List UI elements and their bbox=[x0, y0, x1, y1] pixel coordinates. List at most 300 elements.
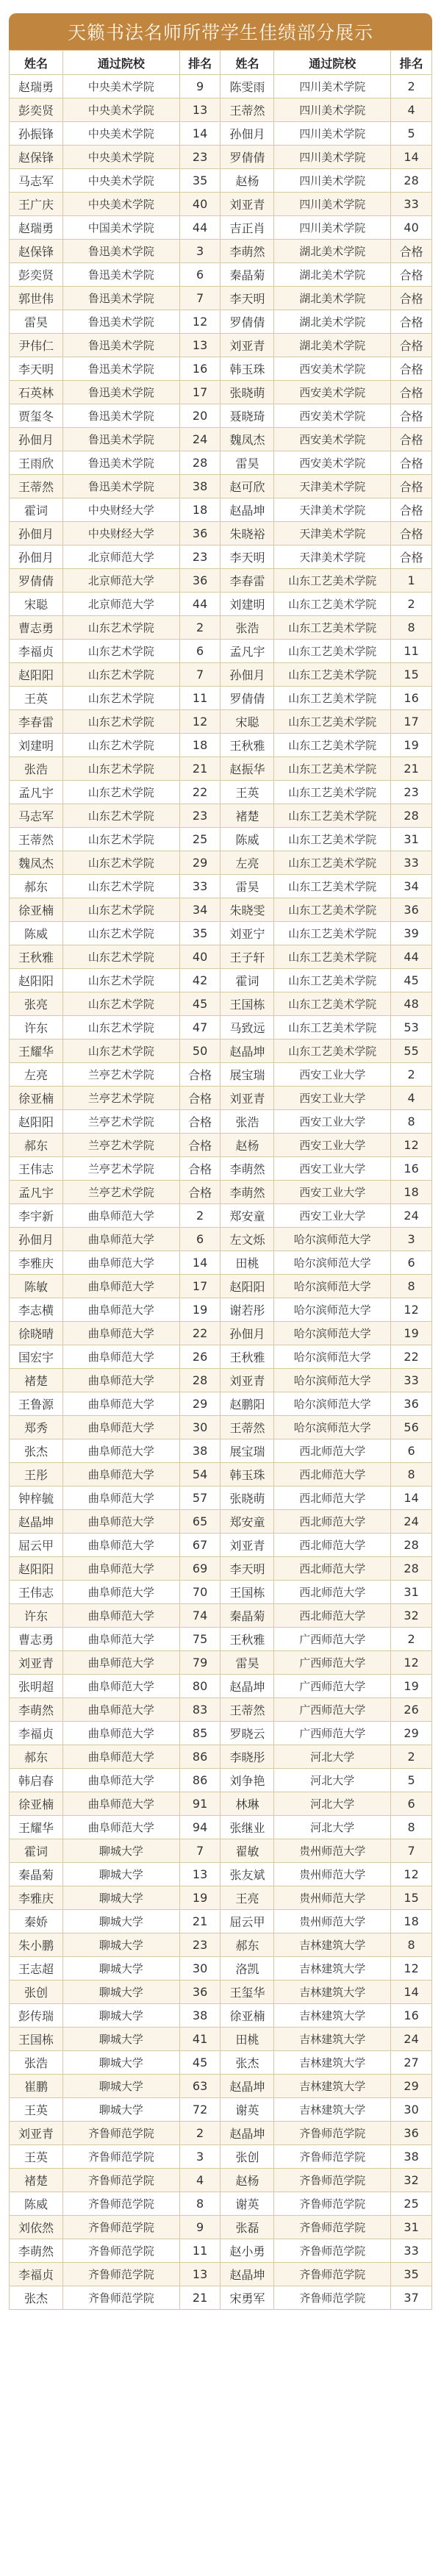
school-name: 山东工艺美术学院 bbox=[274, 828, 391, 851]
student-name: 张浩 bbox=[220, 616, 274, 640]
rank: 合格 bbox=[391, 381, 432, 404]
rank: 23 bbox=[179, 146, 220, 169]
student-name: 李天明 bbox=[10, 357, 63, 381]
table-header-row bbox=[10, 51, 432, 75]
school-name: 聊城大学 bbox=[62, 1839, 179, 1863]
school-name: 贵州师范大学 bbox=[274, 1886, 391, 1910]
student-name: 曹志勇 bbox=[10, 616, 63, 640]
student-name: 贾玺冬 bbox=[10, 404, 63, 428]
student-name: 孙佃月 bbox=[10, 522, 63, 545]
student-name: 孙佃月 bbox=[220, 663, 274, 687]
rank: 40 bbox=[179, 945, 220, 969]
school-name: 齐鲁师范学院 bbox=[62, 2286, 179, 2310]
rank: 54 bbox=[179, 1463, 220, 1486]
header-name: 姓名 bbox=[10, 51, 63, 75]
student-name: 林琳 bbox=[220, 1792, 274, 1816]
school-name: 鲁迅美术学院 bbox=[62, 451, 179, 475]
table-row bbox=[10, 969, 432, 992]
school-name: 河北大学 bbox=[274, 1745, 391, 1769]
student-name: 赵阳阳 bbox=[220, 1275, 274, 1298]
student-name: 王耀华 bbox=[10, 1816, 63, 1839]
rank: 33 bbox=[391, 851, 432, 875]
student-name: 李晓彤 bbox=[220, 1745, 274, 1769]
school-name: 山东艺术学院 bbox=[62, 687, 179, 710]
table-row bbox=[10, 1769, 432, 1792]
student-name: 孟凡宇 bbox=[220, 640, 274, 663]
rank: 合格 bbox=[179, 1087, 220, 1110]
rank: 6 bbox=[391, 1439, 432, 1463]
school-name: 哈尔滨师范大学 bbox=[274, 1228, 391, 1251]
student-name: 赵晶坤 bbox=[220, 2122, 274, 2145]
student-name: 张浩 bbox=[10, 2051, 63, 2075]
school-name: 西北师范大学 bbox=[274, 1463, 391, 1486]
rank: 2 bbox=[391, 75, 432, 99]
student-name: 秦晶菊 bbox=[220, 263, 274, 287]
table-row bbox=[10, 1416, 432, 1439]
school-name: 四川美术学院 bbox=[274, 99, 391, 122]
rank: 14 bbox=[391, 1486, 432, 1510]
student-name: 郝东 bbox=[10, 1745, 63, 1769]
school-name: 山东艺术学院 bbox=[62, 828, 179, 851]
school-name: 哈尔滨师范大学 bbox=[274, 1298, 391, 1322]
student-name: 谢英 bbox=[220, 2192, 274, 2216]
school-name: 齐鲁师范学院 bbox=[274, 2239, 391, 2263]
student-name: 赵阳阳 bbox=[10, 969, 63, 992]
school-name: 曲阜师范大学 bbox=[62, 1486, 179, 1510]
school-name: 齐鲁师范学院 bbox=[62, 2263, 179, 2286]
school-name: 山东艺术学院 bbox=[62, 663, 179, 687]
school-name: 山东工艺美术学院 bbox=[274, 593, 391, 616]
school-name: 河北大学 bbox=[274, 1792, 391, 1816]
school-name: 西安工业大学 bbox=[274, 1157, 391, 1181]
school-name: 山东艺术学院 bbox=[62, 710, 179, 734]
rank: 合格 bbox=[391, 310, 432, 334]
school-name: 中央美术学院 bbox=[62, 193, 179, 216]
student-name: 孙佃月 bbox=[10, 428, 63, 451]
student-name: 徐晓晴 bbox=[10, 1322, 63, 1345]
rank: 2 bbox=[391, 1745, 432, 1769]
student-name: 秦晶菊 bbox=[220, 1604, 274, 1628]
student-name: 王蒂然 bbox=[220, 1698, 274, 1722]
school-name: 山东工艺美术学院 bbox=[274, 922, 391, 945]
school-name: 山东工艺美术学院 bbox=[274, 687, 391, 710]
school-name: 曲阜师范大学 bbox=[62, 1675, 179, 1698]
student-name: 张晓萌 bbox=[220, 1486, 274, 1510]
school-name: 聊城大学 bbox=[62, 2075, 179, 2098]
table-row bbox=[10, 169, 432, 193]
rank: 18 bbox=[179, 734, 220, 757]
school-name: 哈尔滨师范大学 bbox=[274, 1345, 391, 1369]
school-name: 山东工艺美术学院 bbox=[274, 851, 391, 875]
school-name: 山东工艺美术学院 bbox=[274, 875, 391, 898]
student-name: 赵杨 bbox=[220, 2169, 274, 2192]
school-name: 聊城大学 bbox=[62, 2004, 179, 2028]
school-name: 山东艺术学院 bbox=[62, 992, 179, 1016]
student-name: 秦娇 bbox=[10, 1910, 63, 1933]
rank: 45 bbox=[391, 969, 432, 992]
school-name: 齐鲁师范学院 bbox=[274, 2216, 391, 2239]
rank: 16 bbox=[179, 357, 220, 381]
school-name: 广西师范大学 bbox=[274, 1675, 391, 1698]
rank: 39 bbox=[391, 922, 432, 945]
school-name: 西安工业大学 bbox=[274, 1204, 391, 1228]
school-name: 西北师范大学 bbox=[274, 1557, 391, 1581]
school-name: 西安工业大学 bbox=[274, 1181, 391, 1204]
school-name: 西安工业大学 bbox=[274, 1063, 391, 1087]
rank: 7 bbox=[179, 1839, 220, 1863]
student-name: 左文烁 bbox=[220, 1228, 274, 1251]
rank: 31 bbox=[391, 1581, 432, 1604]
school-name: 齐鲁师范学院 bbox=[62, 2169, 179, 2192]
table-row bbox=[10, 2098, 432, 2122]
table-row bbox=[10, 2169, 432, 2192]
student-name: 李萌然 bbox=[220, 1181, 274, 1204]
school-name: 湖北美术学院 bbox=[274, 240, 391, 263]
table-row bbox=[10, 1157, 432, 1181]
table-row bbox=[10, 475, 432, 498]
student-name: 王英 bbox=[220, 781, 274, 804]
rank: 5 bbox=[391, 122, 432, 146]
rank: 50 bbox=[179, 1040, 220, 1063]
student-name: 孙佃月 bbox=[220, 122, 274, 146]
school-name: 山东工艺美术学院 bbox=[274, 1040, 391, 1063]
student-name: 王伟志 bbox=[10, 1581, 63, 1604]
student-name: 赵振华 bbox=[220, 757, 274, 781]
rank: 12 bbox=[179, 310, 220, 334]
school-name: 齐鲁师范学院 bbox=[274, 2145, 391, 2169]
rank: 6 bbox=[391, 1792, 432, 1816]
school-name: 齐鲁师范学院 bbox=[274, 2286, 391, 2310]
student-name: 刘亚青 bbox=[220, 193, 274, 216]
student-name: 赵晶坤 bbox=[220, 1040, 274, 1063]
student-name: 王子轩 bbox=[220, 945, 274, 969]
rank: 28 bbox=[179, 1369, 220, 1392]
student-name: 王彤 bbox=[10, 1463, 63, 1486]
school-name: 山东艺术学院 bbox=[62, 969, 179, 992]
school-name: 曲阜师范大学 bbox=[62, 1251, 179, 1275]
student-name: 王国栋 bbox=[10, 2028, 63, 2051]
rank: 14 bbox=[391, 1981, 432, 2004]
school-name: 山东艺术学院 bbox=[62, 757, 179, 781]
student-name: 李天明 bbox=[220, 1557, 274, 1581]
rank: 4 bbox=[391, 99, 432, 122]
rank: 合格 bbox=[391, 451, 432, 475]
student-name: 翟敏 bbox=[220, 1839, 274, 1863]
table-row bbox=[10, 687, 432, 710]
student-name: 宋聪 bbox=[10, 593, 63, 616]
rank: 22 bbox=[179, 781, 220, 804]
school-name: 山东艺术学院 bbox=[62, 875, 179, 898]
rank: 44 bbox=[179, 593, 220, 616]
table-row bbox=[10, 522, 432, 545]
table-row bbox=[10, 1369, 432, 1392]
table-row bbox=[10, 2286, 432, 2310]
rank: 34 bbox=[179, 898, 220, 922]
student-name: 魏凤杰 bbox=[220, 428, 274, 451]
student-name: 王鲁源 bbox=[10, 1392, 63, 1416]
rank: 3 bbox=[391, 1228, 432, 1251]
student-name: 彭奕贤 bbox=[10, 263, 63, 287]
table-row bbox=[10, 1228, 432, 1251]
rank: 65 bbox=[179, 1510, 220, 1534]
school-name: 吉林建筑大学 bbox=[274, 1981, 391, 2004]
student-name: 张友斌 bbox=[220, 1863, 274, 1886]
student-name: 聂晓琦 bbox=[220, 404, 274, 428]
student-name: 刘亚青 bbox=[10, 1651, 63, 1675]
rank: 23 bbox=[391, 781, 432, 804]
student-name: 王国栋 bbox=[220, 992, 274, 1016]
school-name: 曲阜师范大学 bbox=[62, 1581, 179, 1604]
student-name: 雷昊 bbox=[220, 451, 274, 475]
student-name: 罗倩倩 bbox=[220, 146, 274, 169]
school-name: 聊城大学 bbox=[62, 1957, 179, 1981]
rank: 7 bbox=[179, 663, 220, 687]
rank: 57 bbox=[179, 1486, 220, 1510]
table-row bbox=[10, 616, 432, 640]
table-row bbox=[10, 1392, 432, 1416]
school-name: 西安美术学院 bbox=[274, 404, 391, 428]
rank: 19 bbox=[391, 1322, 432, 1345]
table-row bbox=[10, 640, 432, 663]
rank: 33 bbox=[391, 2239, 432, 2263]
school-name: 鲁迅美术学院 bbox=[62, 428, 179, 451]
school-name: 西北师范大学 bbox=[274, 1439, 391, 1463]
student-name: 李天明 bbox=[220, 287, 274, 310]
rank: 21 bbox=[179, 2286, 220, 2310]
rank: 44 bbox=[179, 216, 220, 240]
student-name: 郝东 bbox=[10, 1134, 63, 1157]
student-name: 洛凯 bbox=[220, 1957, 274, 1981]
school-name: 曲阜师范大学 bbox=[62, 1228, 179, 1251]
table-row bbox=[10, 240, 432, 263]
rank: 12 bbox=[391, 1298, 432, 1322]
rank: 2 bbox=[391, 1628, 432, 1651]
school-name: 哈尔滨师范大学 bbox=[274, 1251, 391, 1275]
school-name: 曲阜师范大学 bbox=[62, 1510, 179, 1534]
rank: 86 bbox=[179, 1769, 220, 1792]
student-name: 王蒂然 bbox=[220, 1416, 274, 1439]
school-name: 曲阜师范大学 bbox=[62, 1557, 179, 1581]
school-name: 兰亭艺术学院 bbox=[62, 1110, 179, 1134]
student-name: 罗倩倩 bbox=[10, 569, 63, 593]
school-name: 四川美术学院 bbox=[274, 193, 391, 216]
student-name: 陈威 bbox=[220, 828, 274, 851]
school-name: 山东艺术学院 bbox=[62, 616, 179, 640]
school-name: 曲阜师范大学 bbox=[62, 1298, 179, 1322]
school-name: 广西师范大学 bbox=[274, 1628, 391, 1651]
table-row bbox=[10, 1040, 432, 1063]
student-name: 刘亚青 bbox=[220, 1087, 274, 1110]
school-name: 河北大学 bbox=[274, 1816, 391, 1839]
rank: 2 bbox=[391, 593, 432, 616]
school-name: 兰亭艺术学院 bbox=[62, 1063, 179, 1087]
student-name: 王英 bbox=[10, 687, 63, 710]
rank: 合格 bbox=[391, 240, 432, 263]
student-name: 王蒂然 bbox=[220, 99, 274, 122]
rank: 40 bbox=[179, 193, 220, 216]
student-name: 张亮 bbox=[10, 992, 63, 1016]
school-name: 天津美术学院 bbox=[274, 522, 391, 545]
rank: 83 bbox=[179, 1698, 220, 1722]
school-name: 山东工艺美术学院 bbox=[274, 898, 391, 922]
student-name: 李志横 bbox=[10, 1298, 63, 1322]
table-row bbox=[10, 569, 432, 593]
rank: 55 bbox=[391, 1040, 432, 1063]
school-name: 中央财经大学 bbox=[62, 498, 179, 522]
school-name: 鲁迅美术学院 bbox=[62, 240, 179, 263]
table-row bbox=[10, 2239, 432, 2263]
rank: 19 bbox=[391, 734, 432, 757]
student-name: 王秋雅 bbox=[220, 734, 274, 757]
table-row bbox=[10, 804, 432, 828]
school-name: 西安工业大学 bbox=[274, 1087, 391, 1110]
school-name: 西安美术学院 bbox=[274, 451, 391, 475]
rank: 合格 bbox=[179, 1157, 220, 1181]
school-name: 山东艺术学院 bbox=[62, 781, 179, 804]
rank: 8 bbox=[179, 2192, 220, 2216]
student-name: 朱晓雯 bbox=[220, 898, 274, 922]
table-row bbox=[10, 334, 432, 357]
rank: 29 bbox=[391, 2075, 432, 2098]
table-row bbox=[10, 1910, 432, 1933]
table-row bbox=[10, 1204, 432, 1228]
rank: 18 bbox=[179, 498, 220, 522]
table-row bbox=[10, 2075, 432, 2098]
student-name: 赵小勇 bbox=[220, 2239, 274, 2263]
table-row bbox=[10, 1016, 432, 1040]
rank: 38 bbox=[391, 2145, 432, 2169]
student-name: 刘建明 bbox=[220, 593, 274, 616]
student-name: 刘争艳 bbox=[220, 1769, 274, 1792]
table-row bbox=[10, 146, 432, 169]
school-name: 山东艺术学院 bbox=[62, 640, 179, 663]
school-name: 贵州师范大学 bbox=[274, 1910, 391, 1933]
school-name: 山东工艺美术学院 bbox=[274, 757, 391, 781]
school-name: 贵州师范大学 bbox=[274, 1863, 391, 1886]
student-name: 刘依然 bbox=[10, 2216, 63, 2239]
table-row bbox=[10, 1534, 432, 1557]
school-name: 湖北美术学院 bbox=[274, 287, 391, 310]
rank: 36 bbox=[179, 569, 220, 593]
school-name: 曲阜师范大学 bbox=[62, 1628, 179, 1651]
school-name: 西北师范大学 bbox=[274, 1510, 391, 1534]
student-name: 霍词 bbox=[10, 498, 63, 522]
student-name: 李宇新 bbox=[10, 1204, 63, 1228]
school-name: 曲阜师范大学 bbox=[62, 1275, 179, 1298]
rank: 36 bbox=[391, 1392, 432, 1416]
rank: 28 bbox=[391, 804, 432, 828]
rank: 1 bbox=[391, 569, 432, 593]
rank: 75 bbox=[179, 1628, 220, 1651]
school-name: 哈尔滨师范大学 bbox=[274, 1322, 391, 1345]
school-name: 西安美术学院 bbox=[274, 381, 391, 404]
school-name: 山东工艺美术学院 bbox=[274, 710, 391, 734]
student-name: 褚楚 bbox=[10, 1369, 63, 1392]
school-name: 贵州师范大学 bbox=[274, 1839, 391, 1863]
student-name: 王英 bbox=[10, 2145, 63, 2169]
student-name: 王亮 bbox=[220, 1886, 274, 1910]
school-name: 四川美术学院 bbox=[274, 216, 391, 240]
rank: 24 bbox=[391, 1204, 432, 1228]
table-row bbox=[10, 1863, 432, 1886]
rank: 45 bbox=[179, 992, 220, 1016]
rank: 28 bbox=[391, 169, 432, 193]
table-row bbox=[10, 99, 432, 122]
student-name: 赵鹏阳 bbox=[220, 1392, 274, 1416]
rank: 17 bbox=[391, 710, 432, 734]
rank: 30 bbox=[179, 1957, 220, 1981]
school-name: 广西师范大学 bbox=[274, 1722, 391, 1745]
student-name: 王雨欣 bbox=[10, 451, 63, 475]
student-name: 赵晶坤 bbox=[10, 1510, 63, 1534]
school-name: 兰亭艺术学院 bbox=[62, 1134, 179, 1157]
school-name: 四川美术学院 bbox=[274, 146, 391, 169]
student-name: 陈雯雨 bbox=[220, 75, 274, 99]
student-name: 李福贞 bbox=[10, 640, 63, 663]
rank: 合格 bbox=[391, 357, 432, 381]
rank: 79 bbox=[179, 1651, 220, 1675]
rank: 3 bbox=[179, 2145, 220, 2169]
school-name: 天津美术学院 bbox=[274, 475, 391, 498]
table-row bbox=[10, 1792, 432, 1816]
rank: 12 bbox=[391, 1134, 432, 1157]
rank: 53 bbox=[391, 1016, 432, 1040]
header-name: 姓名 bbox=[220, 51, 274, 75]
school-name: 聊城大学 bbox=[62, 1981, 179, 2004]
student-name: 郭世伟 bbox=[10, 287, 63, 310]
rank: 4 bbox=[179, 2169, 220, 2192]
student-name: 李春雷 bbox=[220, 569, 274, 593]
rank: 19 bbox=[391, 1675, 432, 1698]
school-name: 鲁迅美术学院 bbox=[62, 357, 179, 381]
rank: 85 bbox=[179, 1722, 220, 1745]
rank: 13 bbox=[179, 334, 220, 357]
student-name: 张杰 bbox=[220, 2051, 274, 2075]
table-row bbox=[10, 1463, 432, 1486]
rank: 70 bbox=[179, 1581, 220, 1604]
student-name: 王英 bbox=[10, 2098, 63, 2122]
school-name: 曲阜师范大学 bbox=[62, 1439, 179, 1463]
school-name: 湖北美术学院 bbox=[274, 334, 391, 357]
student-name: 李雅庆 bbox=[10, 1251, 63, 1275]
rank: 36 bbox=[391, 2122, 432, 2145]
school-name: 中国美术学院 bbox=[62, 216, 179, 240]
student-name: 张杰 bbox=[10, 1439, 63, 1463]
school-name: 山东艺术学院 bbox=[62, 804, 179, 828]
school-name: 齐鲁师范学院 bbox=[62, 2239, 179, 2263]
rank: 28 bbox=[391, 1534, 432, 1557]
student-name: 赵瑞勇 bbox=[10, 216, 63, 240]
rank: 44 bbox=[391, 945, 432, 969]
student-name: 刘建明 bbox=[10, 734, 63, 757]
rank: 合格 bbox=[391, 287, 432, 310]
student-name: 王秋雅 bbox=[10, 945, 63, 969]
rank: 12 bbox=[391, 1863, 432, 1886]
student-name: 韩玉珠 bbox=[220, 357, 274, 381]
table-row bbox=[10, 1134, 432, 1157]
student-name: 田桃 bbox=[220, 2028, 274, 2051]
student-name: 孟凡宇 bbox=[10, 781, 63, 804]
rank: 21 bbox=[391, 757, 432, 781]
student-name: 屈云甲 bbox=[10, 1534, 63, 1557]
school-name: 曲阜师范大学 bbox=[62, 1792, 179, 1816]
rank: 31 bbox=[391, 2216, 432, 2239]
table-row bbox=[10, 1063, 432, 1087]
table-body bbox=[10, 75, 432, 2310]
table-row bbox=[10, 1933, 432, 1957]
rank: 36 bbox=[179, 1981, 220, 2004]
student-name: 魏凤杰 bbox=[10, 851, 63, 875]
